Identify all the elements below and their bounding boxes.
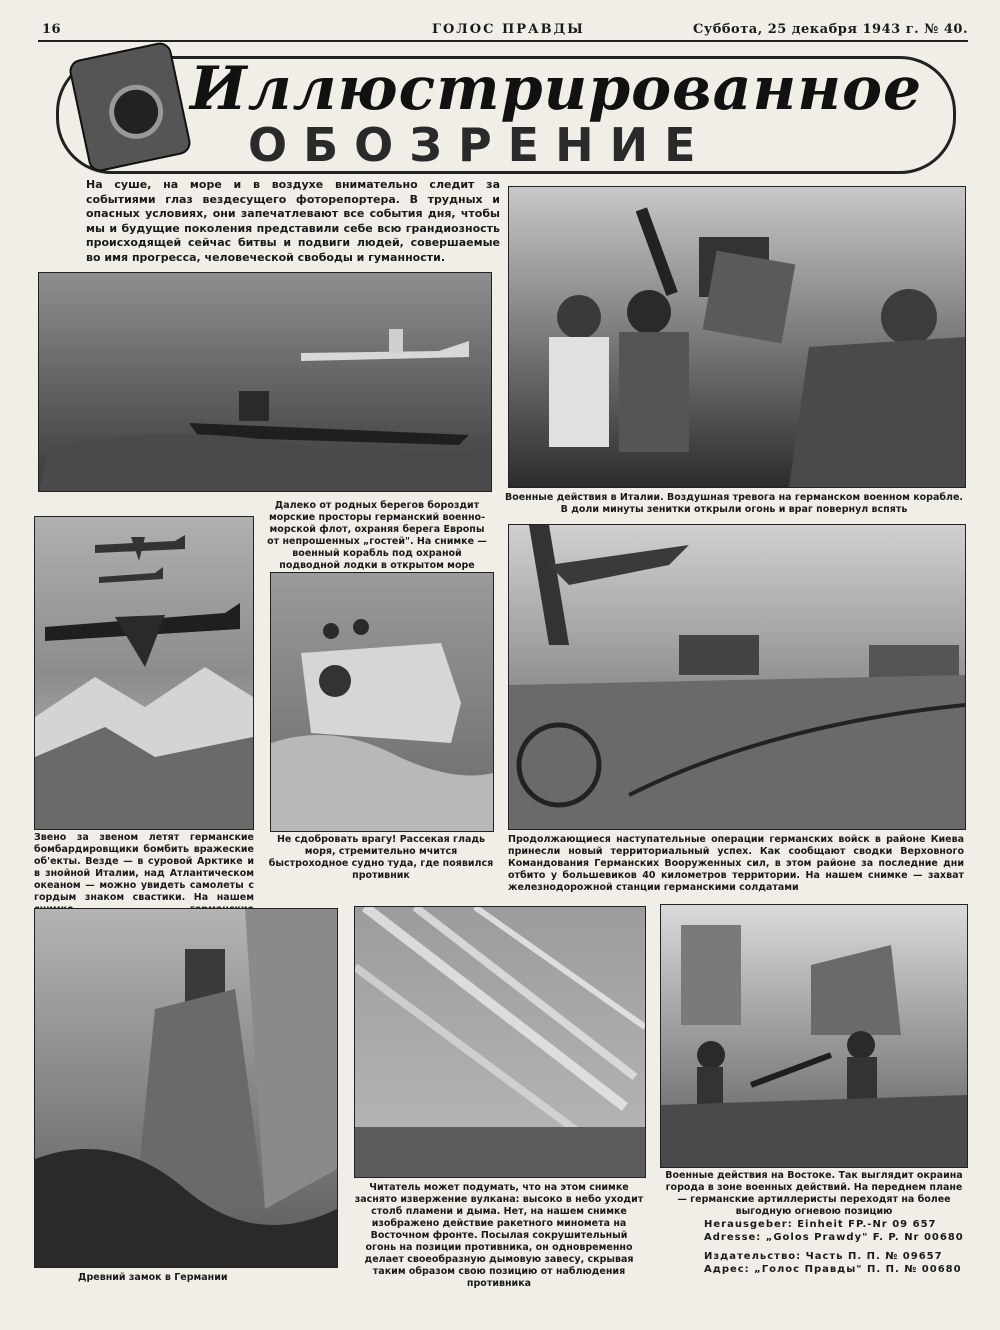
anti-aircraft-gun-crew-photo <box>508 186 966 488</box>
newspaper-name: ГОЛОС ПРАВДЫ <box>432 22 585 37</box>
intro-text: На суше, на море и в воздухе внимательно следит за событиями глаз вездесущего фоторепортера. В трудных и опасных условиях, они запечатлевают все события дня, чтобы мы и будущие поколения представили себе всю грандиозность происходящей сейчас битвы и подвиги людей, совершаемые во имя прогресса, человеческой свободы и гуманности. <box>86 178 500 264</box>
railway-station-capture-photo <box>508 524 966 830</box>
east-caption: Военные действия на Востоке. Так выглядит окраина города в зоне военных действий. На переднем плане — германские артиллеристы переходят на более выгодную огневою позицию <box>665 1170 963 1217</box>
rockets-caption: Читатель может подумать, что на этом снимке заснято извержение вулкана: высоко в небо уходит столб пламени и дыма. Нет, на нашем снимке изображено действие ракетного миномета на Восточном фронте. Посылая сокрушительный огонь на позиции противника, он одновременно делает своеобразную дымовую завесу, скрывая таким образом свою позицию от наблюдения противника <box>354 1182 644 1289</box>
header-rule <box>38 40 968 42</box>
imprint-adres: Адрес: „Голос Правды" П. П. № 00680 <box>704 1264 962 1275</box>
kiev-caption: Продолжающиеся наступательные операции германских войск в районе Киева принесли новый территориальный успех. Как сообщают сводки Верховного Командования Германских Вооруженных сил, в этом районе за последние дни отбито у большевиков 40 километров территории. На нашем снимке — захват железнодорожной станции германскими солдатами <box>508 834 964 893</box>
imprint-herausgeber: Herausgeber: Einheit FP.-Nr 09 657 <box>704 1219 937 1230</box>
imprint-adresse: Adresse: „Golos Prawdy" F. P. Nr 00680 <box>704 1232 964 1243</box>
imprint-block <box>704 1218 964 1276</box>
banner-title-block: ОБОЗРЕНИЕ <box>248 118 712 172</box>
warship-and-submarine-photo <box>38 272 492 492</box>
page-number: 16 <box>42 22 62 37</box>
imprint-izdatelstvo: Издательство: Часть П. П. № 09657 <box>704 1251 943 1262</box>
dive-bombers-over-alps-photo <box>34 516 254 830</box>
castle-caption: Древний замок в Германии <box>78 1272 228 1283</box>
italy-caption: Военные действия в Италии. Воздушная тревога на германском военном корабле. В доли минуты зенитки открыли огонь и враг повернул вспять <box>504 492 964 515</box>
sea-caption: Далеко от родных берегов бороздит морские просторы германский военно-морской флот, охраняя берега Европы от непрошенных „гостей". На снимке — военный корабль под охраной подводной лодки в открытом море <box>267 500 487 571</box>
bombers-caption: Звено за звеном летят германские бомбардировщики бомбить вражеские об'екты. Везде — в суровой Арктике и в знойной Италии, над Атлантическом океаном — можно увидеть самолеты с гордым знаком свастики. На нашем <box>34 832 254 903</box>
speedboat-photo <box>270 572 494 832</box>
artillery-in-ruins-photo <box>660 904 968 1168</box>
boat-caption: Не сдобровать врагу! Рассекая гладь моря, стремительно мчится быстроходное судно туда, где появился противник <box>268 834 494 881</box>
rocket-launcher-smoke-photo <box>354 906 646 1178</box>
banner-title-script: Иллюстрированное <box>190 54 923 124</box>
castle-photo <box>34 908 338 1268</box>
issue-date: Суббота, 25 декабря 1943 г. № 40. <box>693 22 968 37</box>
